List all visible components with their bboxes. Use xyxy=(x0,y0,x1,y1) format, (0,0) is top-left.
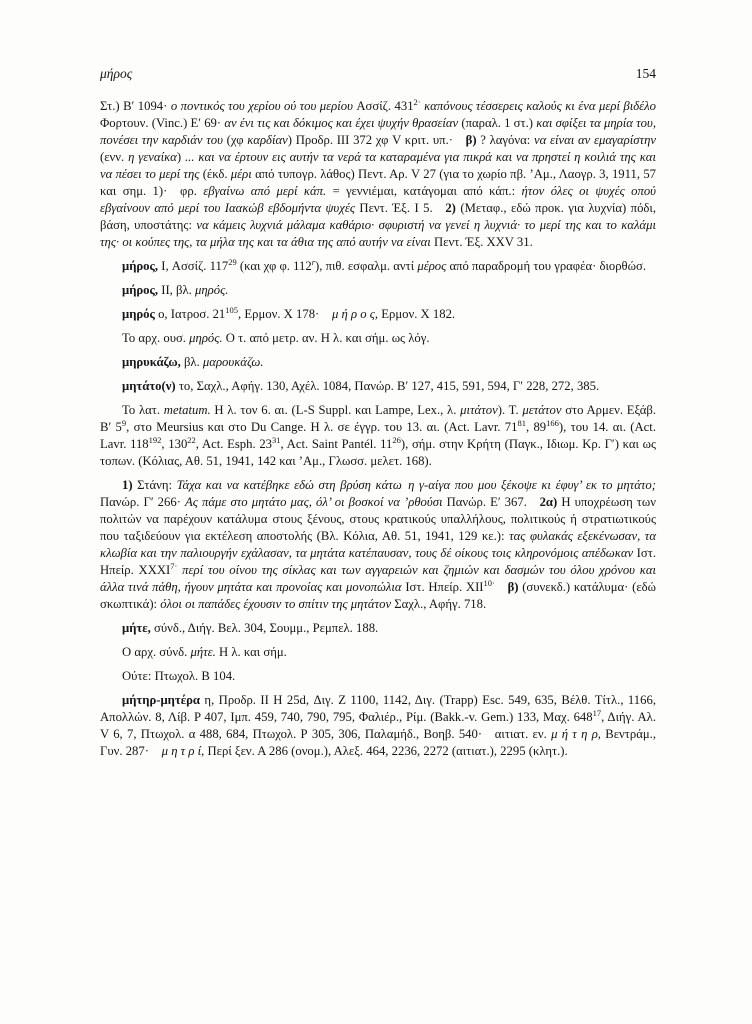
text-segment: το, Σαχλ., Αφήγ. 130, Αχέλ. 1084, Πανώρ. Β′ 127, 415, 591, 594, Γ′ 228, 272, 385. xyxy=(175,379,600,393)
page-number: 154 xyxy=(635,66,656,81)
text-segment: Ο τ. από μετρ. αν. Η λ. και σήμ. ως λόγ. xyxy=(222,331,430,345)
text-segment: ο, Ιατροσ. 21 xyxy=(154,307,226,321)
text-segment: Πανώρ. Γ′ 266· xyxy=(100,495,186,509)
text-segment: (συνεκδ.) κατάλυμα· (εδώ σκωπτικά): xyxy=(100,580,656,611)
text-segment: Η υποχρέωση των πολιτών να παρέχουν κατάλυμα στους ξένους, στους κρατικούς υπαλλήλους, πολιτικούς ή στρατιωτικούς που ταξιδεύουν για εκτέλεση αποστολής (Βλ. Κόλια, Αθ. 51, 1941, 129 κε.): xyxy=(100,495,656,543)
note-mitato-etymology xyxy=(100,402,656,470)
text-segment: ), πιθ. εσφαλμ. αντί xyxy=(315,259,418,273)
text-segment: μήτηρ-μητέρα xyxy=(122,693,201,707)
page-content xyxy=(100,66,656,760)
text-segment: I, Ασσίζ. 117 xyxy=(158,259,229,273)
entry-mirykazo xyxy=(100,354,656,371)
text-segment xyxy=(495,580,508,594)
note-miros-etymology xyxy=(100,330,656,347)
entry-mitato-senses xyxy=(100,477,656,613)
text-segment: η γεναίκα xyxy=(128,150,177,164)
superscript-citation: 29 xyxy=(228,256,237,267)
entry-mitir-mitera xyxy=(100,692,656,760)
text-segment: ) Προδρ. III 372 χφ V κριτ. υπ.· xyxy=(287,133,466,147)
text-segment: , 130 xyxy=(161,437,188,451)
text-segment: όλοι οι παπάδες έχουσιν το σπίτιν της μητάτον xyxy=(160,597,395,611)
text-segment: , Διήγ. Αλ. V 6, 7, Πτωχολ. α 488, 684, Πτωχολ. Ρ 305, 306, Παλαμήδ., Βοηβ. 540· αιτιατ. εν. xyxy=(100,710,656,741)
superscript-citation: 192 xyxy=(148,434,162,445)
text-segment: Πανώρ. Ε′ 367. xyxy=(442,495,540,509)
text-segment: καπόνους τέσσερεις καλούς κι ένα μερί βιδέλο xyxy=(424,99,657,113)
text-segment: Ιστ. Ηπείρ. XII xyxy=(405,580,484,594)
text-segment: από παραδρομή του γραφέα· διορθώσ. xyxy=(446,259,646,273)
text-segment: μήρος, xyxy=(122,283,159,297)
text-segment: Ο αρχ. σύνδ. xyxy=(122,645,191,659)
text-segment: μέρος xyxy=(417,259,447,273)
text-segment: Ασσίζ. 431 xyxy=(356,99,414,113)
text-segment: (και χφ φ. 112 xyxy=(236,259,312,273)
text-segment: 1) xyxy=(122,478,133,492)
text-segment: Το λατ. xyxy=(122,403,164,417)
text-segment: η, Προδρ. II Η 25d, Διγ. Ζ 1100, 1142, Διγ. (Trapp) Esc. 549, 635, Βέλθ. Τίτλ., 1166, Απολλών. 8, Λίβ. P 407, Ιμπ. 459, 740, 790, 795, Φαλιέρ., Ρίμ. (Bakk.-v. Gem.) 133, Μαχ. 648 xyxy=(100,693,656,724)
text-segment: Σαχλ., Αφήγ. 718. xyxy=(394,597,487,611)
text-segment: ), του 14. αι. (Act. Lavr. 118 xyxy=(100,420,656,451)
superscript-citation: 2· xyxy=(413,96,421,107)
text-segment: να κάμεις λυχνιά μάλαμα καθάριο· σφυριστή να γενεί η λυχνιά· το μερί της και το καλάμι της· οι κούπες της, τα μήλα της και τα άθια της από αυτήν να είναι xyxy=(100,218,656,249)
text-segment: Η λ. και σήμ. xyxy=(215,645,287,659)
text-segment: 2) xyxy=(445,201,456,215)
superscript-citation: 9 xyxy=(121,417,127,428)
text-segment: περί του οίνου της σίκλας και των αγγαρειών και ζημιών και δασμών του όλου χρόνου και άλλα τινά πάθη, ήγουν μητάτα και προνοίας και μονοπώλια xyxy=(100,563,657,594)
text-segment: τας φυλακάς εξεκένωσαν, τα κλωβία και την παλιουργήν εχάλασαν, τα μητάτα κατέπαυσαν, τους δέ οίκους τοις κληρονόμοις απέδωκαν xyxy=(100,529,656,560)
text-segment: (ενν. xyxy=(100,150,129,164)
text-segment: Η λ. τον 6. αι. (L-S Suppl. και Lampe, Lex., λ. xyxy=(210,403,461,417)
text-segment: και σφίξει τα μηρία του, πονέσει την καρδιάν του xyxy=(100,116,657,147)
text-segment: II, βλ. xyxy=(158,283,195,297)
superscript-citation: 81 xyxy=(517,417,526,428)
text-segment: καρδίαν xyxy=(247,133,288,147)
text-segment: , Act. Esph. 23 xyxy=(195,437,273,451)
text-segment: Στ.) Β′ 1094· xyxy=(100,99,171,113)
text-segment: μήτε. xyxy=(190,645,216,659)
text-segment: μ η τ ρ ί, xyxy=(161,744,205,758)
text-segment: Πεντ. Έξ. I 5. xyxy=(359,201,446,215)
text-segment: , Ερμον. X 178· xyxy=(238,307,332,321)
entry-mitato xyxy=(100,378,656,395)
text-segment: να είναι αν εμαγαρίστην xyxy=(533,133,656,147)
text-segment: = γεννιέμαι, κατάγομαι από κάπ.: xyxy=(332,184,522,198)
superscript-citation: 7· xyxy=(170,560,178,571)
text-segment: Στάνη: xyxy=(132,478,177,492)
text-segment: (έκδ. xyxy=(202,167,231,181)
entry-miros-lemma xyxy=(100,306,656,323)
text-segment: ), σήμ. στην Κρήτη (Παγκ., Ιδιωμ. Κρ. Γ′) και ως τοπων. (Κόλιας, Αθ. 51, 1941, 142 και ʼΑμ., Γλωσσ. μελετ. 168). xyxy=(100,437,657,468)
superscript-citation: 105 xyxy=(225,304,239,315)
text-segment: Φορτουν. (Vinc.) Ε′ 69· xyxy=(100,116,225,130)
entry-miros-II xyxy=(100,282,656,299)
text-segment: Ερμον. X 182. xyxy=(378,307,456,321)
note-mite-etymology xyxy=(100,644,656,661)
text-segment: ο ποντικός του χερίου ού του μερίου xyxy=(170,99,357,113)
text-segment: μέρι xyxy=(230,167,256,181)
text-segment: μιτάτον xyxy=(460,403,498,417)
superscript-citation: 10· xyxy=(483,577,495,588)
text-segment: Τάχα και να κατέβηκε εδώ στη βρύση κάτω η γ-αίγα που μου ξέκοψε κι έφυγ’ εκ το μητάτο; xyxy=(176,478,656,492)
text-segment: ) xyxy=(176,150,185,164)
text-segment: βλ. xyxy=(180,355,203,369)
text-segment: μαρουκάζω. xyxy=(202,355,264,369)
text-segment: μητάτο(ν) xyxy=(122,379,176,393)
text-segment: αν ένι τις και δόκιμος και έχει ψυχήν θρασείαν xyxy=(224,116,462,130)
text-segment: μήτε, xyxy=(122,621,151,635)
text-segment: μ ή ρ ο ς, xyxy=(331,307,379,321)
text-segment: μ ή τ η ρ, xyxy=(551,727,601,741)
entry-mite xyxy=(100,620,656,637)
superscript-citation: 31 xyxy=(272,434,281,445)
superscript-citation: 26 xyxy=(392,434,401,445)
text-segment: στο Αρμεν. Εξάβ. Β′ 5 xyxy=(100,403,656,434)
text-segment: μήρος, xyxy=(122,259,159,273)
text-segment: Ούτε: Πτωχολ. Β 104. xyxy=(122,669,236,683)
entry-miros-I xyxy=(100,258,656,275)
running-title: μήρος xyxy=(100,66,133,81)
text-segment: μηρυκάζω, xyxy=(122,355,181,369)
text-segment: Το αρχ. ουσ. xyxy=(122,331,190,345)
superscript-citation: 166 xyxy=(546,417,559,428)
text-segment: εβγαίνω από μερί κάπ. xyxy=(203,184,333,198)
superscript-citation: r xyxy=(311,256,316,267)
text-segment: Περί ξεν. Α 286 (ονομ.), Αλεξ. 464, 2236, 2272 (αιτιατ.), 2295 (κλητ.). xyxy=(204,744,568,758)
text-segment: μηρός. xyxy=(194,283,229,297)
text-segment: metatum. xyxy=(163,403,211,417)
text-segment: μηρός. xyxy=(189,331,223,345)
superscript-citation: 22 xyxy=(187,434,196,445)
text-segment: Βεντράμ., Γυν. 287· xyxy=(100,727,656,758)
text-segment: β) xyxy=(507,580,519,594)
text-segment: (παραλ. 1 στ.) xyxy=(461,116,537,130)
entry-continuation-meri xyxy=(100,98,656,251)
text-segment: ). Τ. xyxy=(497,403,523,417)
text-segment: , στο Meursius και στο Du Cange. Η λ. σε έγγρ. του 13. αι. (Act. Lavr. 71 xyxy=(126,420,518,434)
text-segment: β) xyxy=(465,133,477,147)
text-segment: , 89 xyxy=(526,420,547,434)
text-segment: Πεντ. Έξ. XXV 31. xyxy=(434,235,533,249)
page-body xyxy=(100,98,656,760)
superscript-citation: 17 xyxy=(592,707,602,718)
text-segment: , Act. Saint Pantél. 11 xyxy=(280,437,393,451)
text-segment: Ας πάμε στο μητάτο μας, όλ’ οι βοσκοί να ’ρθούσι xyxy=(185,495,443,509)
text-segment: μετάτον xyxy=(522,403,562,417)
text-segment: (Μεταφ., εδώ προκ. για λυχνία) πόδι, βάση, υποστάτης: xyxy=(100,201,656,232)
text-segment: μηρός xyxy=(122,307,155,321)
text-segment: σύνδ., Διήγ. Βελ. 304, Σουμμ., Ρεμπελ. 188. xyxy=(150,621,379,635)
text-segment: 2α) xyxy=(539,495,558,509)
text-segment: ήτον όλες οι ψυχές οπού εβγαίνουν από μερί του Ιαακώβ εβδομήντα ψυχές xyxy=(100,184,657,215)
text-segment: (χφ xyxy=(226,133,248,147)
text-segment: Ιστ. Ηπείρ. XXXI xyxy=(100,546,656,577)
note-mite-oute xyxy=(100,668,656,685)
text-segment: ? λαγόνα: xyxy=(476,133,534,147)
page-header xyxy=(100,66,656,82)
text-segment: ... και να έρτουν εις αυτήν τα νερά τα καταραμένα για πικρά και να πρηστεί η κοιλιά της και να πέσει το μερί της xyxy=(100,150,656,181)
text-segment: από τυπογρ. λάθος) Πεντ. Αρ. V 27 (για το χωρίο πβ. ʼΑμ., Λαογρ. 3, 1911, 57 και σημ. 1)· φρ. xyxy=(100,167,657,198)
